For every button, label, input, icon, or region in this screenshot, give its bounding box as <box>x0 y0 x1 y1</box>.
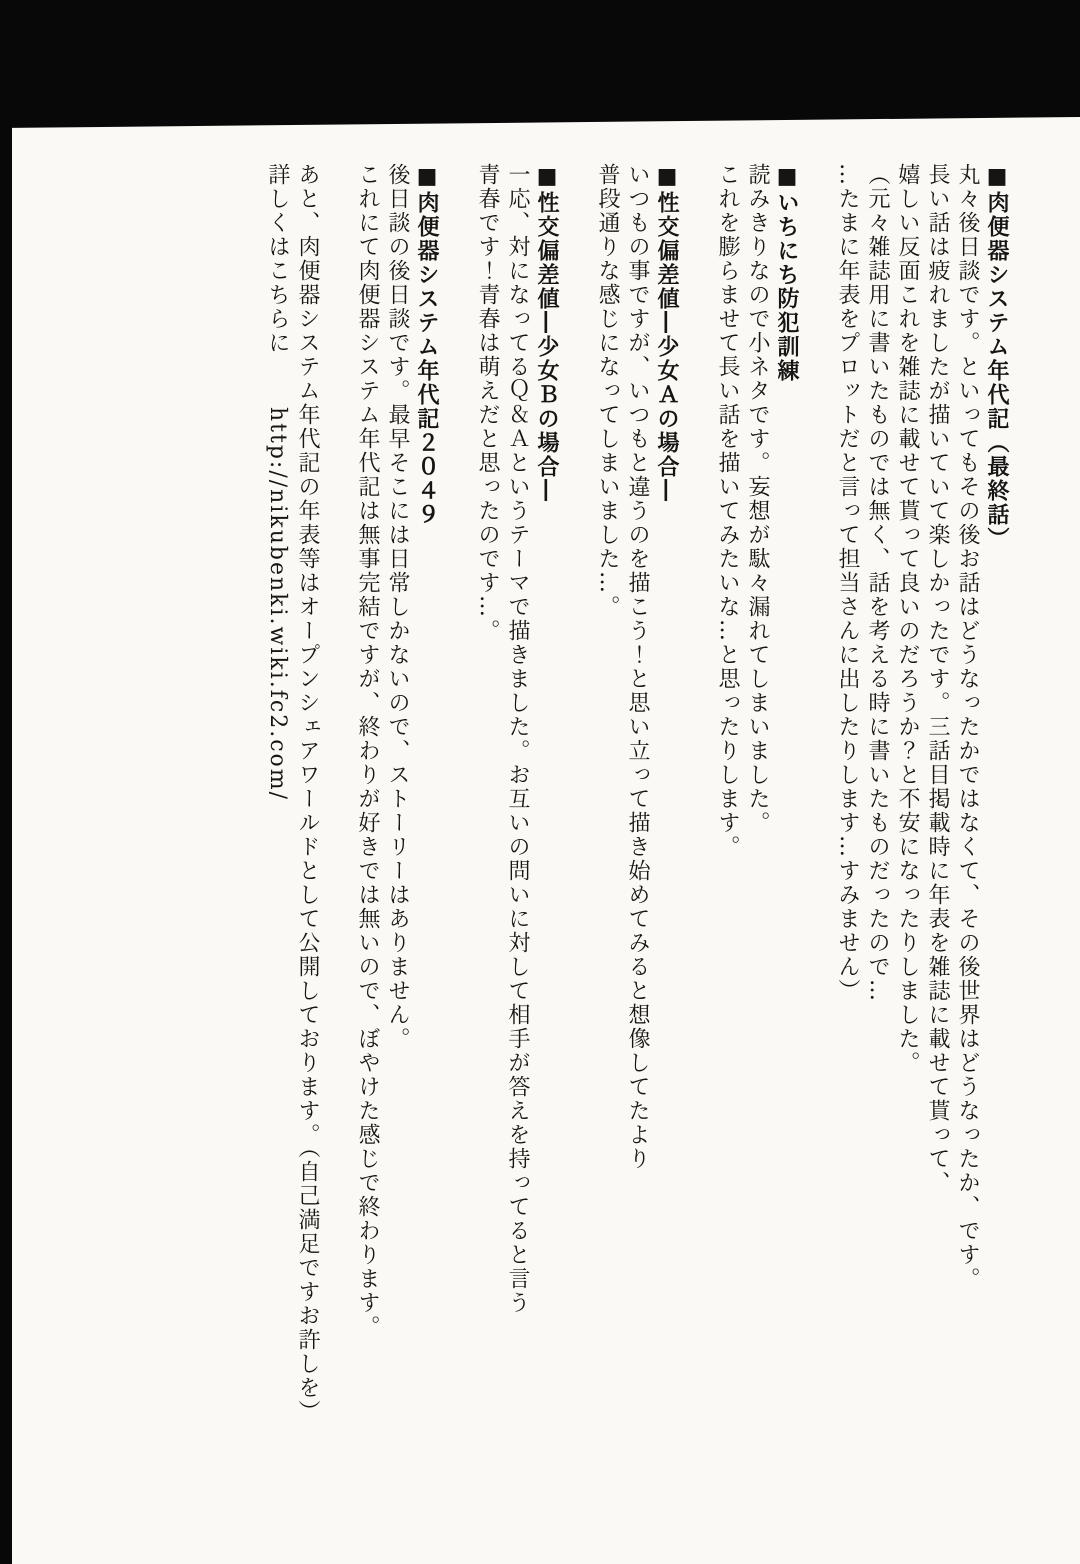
text-line: 読みきりなので小ネタです。妄想が駄々漏れてしまいました。 <box>745 163 770 835</box>
section-chronicle-2049 <box>352 163 442 1553</box>
footer-link-label: 詳しくはこちらに <box>265 163 290 355</box>
section-heading: ■肉便器システム年代記２０４９ <box>414 163 440 527</box>
text-line: 嬉しい反面これを雑誌に載せて貰って良いのだろうか？と不安になったりしました。 <box>895 163 920 1075</box>
top-black-scan-band <box>0 0 1080 130</box>
section-heading: ■肉便器システム年代記（最終話） <box>984 163 1010 551</box>
text-line: 後日談の後日談です。最早そこには日常しかないので、ストーリーはありません。 <box>385 163 410 1051</box>
text-line: …たまに年表をプロットだと言って担当さんに出したりします…すみません） <box>835 163 860 1003</box>
section-heading: ■いちにち防犯訓練 <box>774 163 800 383</box>
text-line: 一応、対になってるＱ＆Ａというテーマで描きました。お互いの問いに対して相手が答えを持ってると言う <box>505 163 530 1315</box>
text-line: 青春です！青春は萌えだと思ったのです…。 <box>475 163 500 643</box>
text-line: 長い話は疲れましたが描いていて楽しかったです。三話目掲載時に年表を雑誌に載せて貰って、 <box>925 163 950 1195</box>
site-url: http://nikubenki.wiki.fc2.com/ <box>265 407 290 802</box>
text-line: これにて肉便器システム年代記は無事完結ですが、終わりが好きでは無いので、ぼやけた感じで終わります。 <box>355 163 380 1339</box>
section-crime-prevention-training <box>712 163 802 1553</box>
left-black-scan-edge <box>0 0 12 1564</box>
footer-note-block <box>262 163 322 1553</box>
footer-link-line <box>262 163 292 1553</box>
text-line: 普段通りな感じになってしまいました…。 <box>595 163 620 619</box>
section-chronicle-final <box>832 163 1012 1553</box>
section-heading: ■性交偏差値―少女Ｂの場合― <box>534 163 560 503</box>
section-deviation-girl-b <box>472 163 562 1553</box>
text-line: （元々雑誌用に書いたものでは無く、話を考える時に書いたものだったので… <box>865 163 890 1003</box>
section-heading: ■性交偏差値―少女Ａの場合― <box>654 163 680 503</box>
text-line: これを膨らませて長い話を描いてみたいな…と思ったりします。 <box>715 163 740 859</box>
section-deviation-girl-a <box>592 163 682 1553</box>
footer-note: あと、肉便器システム年代記の年表等はオープンシェアワールドとして公開しております。（自己満足ですお許しを） <box>295 163 320 1424</box>
afterword-text-block <box>262 163 1012 1553</box>
text-line: 丸々後日談です。といってもその後お話はどうなったかではなくて、その後世界はどうなったか、です。 <box>955 163 980 1291</box>
text-line: いつもの事ですが、いつもと違うのを描こう！と思い立って描き始めてみると想像してたより <box>625 163 650 1171</box>
